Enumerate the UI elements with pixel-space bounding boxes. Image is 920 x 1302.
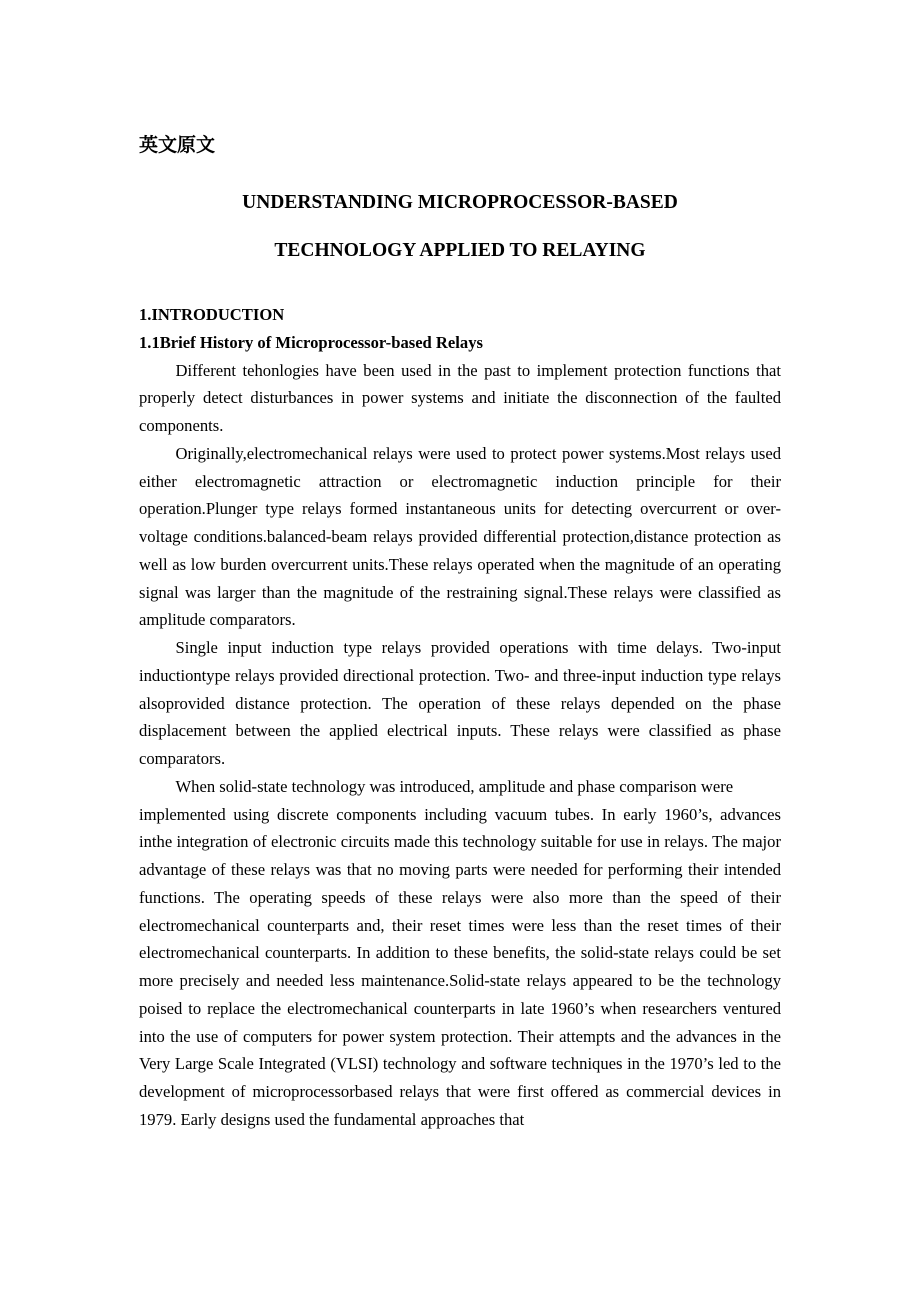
- paragraph: Different tehonlogies have been used in the past to implement protection functions that properly detect disturbances in power systems and initiate the disconnection of the faulted components.: [139, 360, 781, 435]
- section-heading: 1.INTRODUCTION: [139, 305, 285, 324]
- paragraph-continuation: implemented using discrete components including vacuum tubes. In early 1960’s, advances inthe integration of electronic circuits made this technology suitable for use in relays. The major advantage of these relays was that no moving parts were needed for performing their intended functions. The operating speeds of these relays were also more than the speed of their electromechanical counterparts and, their reset times were less than the reset times of their electromechanical counterparts. In addition to these benefits, the solid-state relays could be set more precisely and needed less maintenance.Solid-state relays appeared to be the technology poised to replace the electromechanical counterparts in late 1960’s when researchers ventured into the use of computers for power system protection. Their attempts and the advances in the Very Large Scale Integrated (VLSI) technology and software techniques in the 1970’s led to the development of microprocessorbased relays that were first offered as commercial devices in 1979. Early designs used the fundamental approaches that: [139, 804, 781, 1129]
- document-body: [139, 301, 781, 1134]
- paragraph: When solid-state technology was introduced, amplitude and phase comparison were: [175, 776, 734, 796]
- paragraph: Single input induction type relays provided operations with time delays. Two-input inductiontype relays provided directional protection. Two- and three-input induction type relays alsoprovided distance protection. The operation of these relays depended on the phase displacement between the applied electrical inputs. These relays were classified as phase comparators.: [139, 638, 781, 768]
- paragraph: Originally,electromechanical relays were used to protect power systems.Most relays used either electromagnetic attraction or electromagnetic induction principle for their operation.Plunger type relays formed instantaneous units for detecting overcurrent or over-voltage conditions.balanced-beam relays provided differential protection,distance protection as well as low burden overcurrent units.These relays operated when the magnitude of an operating signal was larger than the magnitude of the restraining signal.These relays were classified as amplitude comparators.: [139, 443, 781, 630]
- subsection-heading: 1.1Brief History of Microprocessor-based Relays: [139, 332, 483, 352]
- chinese-section-label: 英文原文: [139, 134, 216, 156]
- document-title-line-1: UNDERSTANDING MICROPROCESSOR-BASED: [242, 192, 678, 213]
- document-title-line-2: TECHNOLOGY APPLIED TO RELAYING: [274, 240, 646, 261]
